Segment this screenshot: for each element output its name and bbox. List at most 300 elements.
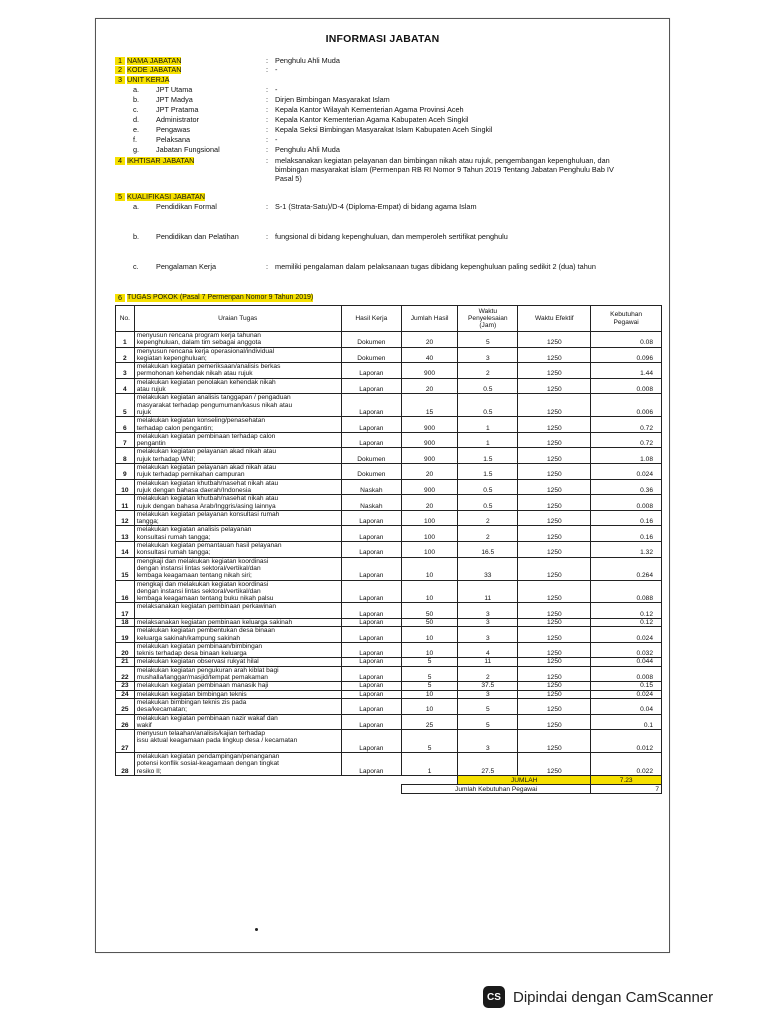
row-efektif: 1250 xyxy=(518,495,591,511)
row-task: melakukan kegiatan observasi rukyat hilal xyxy=(134,658,341,666)
row-number: 2 xyxy=(116,347,135,363)
table-row xyxy=(116,495,662,511)
row-efektif: 1250 xyxy=(518,464,591,480)
row-hasil: Laporan xyxy=(341,378,401,394)
row-number: 23 xyxy=(116,682,135,690)
row-task: melakukan kegiatan pembinaan/bimbingan teknis terhadap desa binaan keluarga xyxy=(134,642,341,658)
unit-label: Pelaksana xyxy=(156,135,191,144)
row-waktu: 3 xyxy=(458,627,518,643)
row-hasil: Laporan xyxy=(341,394,401,417)
row-jumlah: 10 xyxy=(401,690,457,698)
ikhtisar-label: IKHTISAR JABATAN xyxy=(127,156,195,165)
row-hasil: Naskah xyxy=(341,479,401,495)
row-hasil: Laporan xyxy=(341,603,401,619)
row-number: 21 xyxy=(116,658,135,666)
row-jumlah: 5 xyxy=(401,658,457,666)
row-waktu: 0.5 xyxy=(458,378,518,394)
unit-value: - xyxy=(275,85,278,94)
row-jumlah: 10 xyxy=(401,642,457,658)
unit-label: JPT Utama xyxy=(156,85,193,94)
row-task: melakukan kegiatan konseling/penasehatan terhadap calon pengantin; xyxy=(134,417,341,433)
table-row xyxy=(116,510,662,526)
row-task: melaksanakan kegiatan pembinaan perkawinan xyxy=(134,603,341,619)
unit-letter: e. xyxy=(133,125,140,134)
colon: : xyxy=(266,95,269,104)
table-row xyxy=(116,542,662,558)
col-header-uraian: Uraian Tugas xyxy=(134,306,341,332)
row-hasil: Dokumen xyxy=(341,448,401,464)
row-waktu: 1 xyxy=(458,417,518,433)
row-efektif: 1250 xyxy=(518,580,591,603)
row-efektif: 1250 xyxy=(518,394,591,417)
camscanner-logo-icon: CS xyxy=(483,986,505,1008)
field-label: NAMA JABATAN xyxy=(127,56,182,65)
row-waktu: 5 xyxy=(458,714,518,730)
row-hasil: Laporan xyxy=(341,753,401,776)
row-task: melakukan kegiatan pelayanan akad nikah atau rujuk terhadap pernikahan campuran xyxy=(134,464,341,480)
col-header-hasil: Hasil Kerja xyxy=(341,306,401,332)
row-task: melakukan kegiatan pelayanan konsultasi rumah tangga; xyxy=(134,510,341,526)
unit-value: Penghulu Ahli Muda xyxy=(275,145,340,154)
row-hasil: Dokumen xyxy=(341,347,401,363)
ikhtisar-line: Pasal 5) xyxy=(275,174,302,183)
row-jumlah: 20 xyxy=(401,495,457,511)
colon: : xyxy=(266,145,269,154)
row-kebutuhan: 0.096 xyxy=(591,347,662,363)
row-jumlah: 900 xyxy=(401,417,457,433)
row-efektif: 1250 xyxy=(518,510,591,526)
row-number: 3 xyxy=(116,363,135,379)
camscanner-text: Dipindai dengan CamScanner xyxy=(513,988,714,1006)
row-waktu: 5 xyxy=(458,332,518,348)
row-kebutuhan: 0.04 xyxy=(591,698,662,714)
table-row xyxy=(116,378,662,394)
row-number: 20 xyxy=(116,642,135,658)
row-jumlah: 10 xyxy=(401,557,457,580)
row-task: melakukan kegiatan pembinaan nazir wakaf dan wakif xyxy=(134,714,341,730)
row-jumlah: 100 xyxy=(401,542,457,558)
row-number: 26 xyxy=(116,714,135,730)
row-number: 14 xyxy=(116,542,135,558)
row-jumlah: 15 xyxy=(401,394,457,417)
colon: : xyxy=(266,65,269,74)
row-kebutuhan: 0.72 xyxy=(591,432,662,448)
table-row xyxy=(116,714,662,730)
row-jumlah: 20 xyxy=(401,464,457,480)
unit-value: Kepala Kantor Wilayah Kementerian Agama Provinsi Aceh xyxy=(275,105,464,114)
row-task: menyusun rencana kerja operasional/individual kegiatan kepenghuluan; xyxy=(134,347,341,363)
row-efektif: 1250 xyxy=(518,432,591,448)
colon: : xyxy=(266,232,269,241)
col-header-jumlah: Jumlah Hasil xyxy=(401,306,457,332)
row-waktu: 1 xyxy=(458,432,518,448)
row-number: 9 xyxy=(116,464,135,480)
colon: : xyxy=(266,125,269,134)
colon: : xyxy=(266,85,269,94)
row-kebutuhan: 0.006 xyxy=(591,394,662,417)
row-efektif: 1250 xyxy=(518,682,591,690)
row-jumlah: 900 xyxy=(401,448,457,464)
table-row xyxy=(116,526,662,542)
field-label: KODE JABATAN xyxy=(127,65,182,74)
kualifikasi-letter: b. xyxy=(133,232,140,241)
row-efektif: 1250 xyxy=(518,714,591,730)
table-row xyxy=(116,627,662,643)
row-waktu: 0.5 xyxy=(458,479,518,495)
row-waktu: 3 xyxy=(458,730,518,753)
row-efektif: 1250 xyxy=(518,666,591,682)
row-task: melakukan kegiatan pendampingan/penanganan potensi konflik sosial-keagamaan dengan tingkat resiko II; xyxy=(134,753,341,776)
row-number: 24 xyxy=(116,690,135,698)
colon: : xyxy=(266,156,269,165)
row-task: melakukan kegiatan pelayanan akad nikah atau rujuk terhadap WNI; xyxy=(134,448,341,464)
row-waktu: 1.5 xyxy=(458,448,518,464)
row-hasil: Naskah xyxy=(341,495,401,511)
unit-letter: d. xyxy=(133,115,140,124)
total-value: 7.23 xyxy=(591,775,662,784)
row-waktu: 2 xyxy=(458,363,518,379)
kualifikasi-item-label: Pengalaman Kerja xyxy=(156,262,217,271)
row-jumlah: 10 xyxy=(401,698,457,714)
row-number: 8 xyxy=(116,448,135,464)
row-task: melakukan kegiatan analisis pelayanan konsultasi rumah tangga; xyxy=(134,526,341,542)
row-efektif: 1250 xyxy=(518,730,591,753)
row-number: 1 xyxy=(116,332,135,348)
row-task: melakukan kegiatan pengukuran arah kiblat bagi mushalla/langgar/masjid/tempat pemakaman xyxy=(134,666,341,682)
row-number: 6 xyxy=(116,417,135,433)
row-hasil: Laporan xyxy=(341,682,401,690)
kualifikasi-value: memiliki pengalaman dalam pelaksanaan tugas dibidang kepenghuluan paling sedikit 2 (dua) tahun xyxy=(275,262,596,271)
row-waktu: 0.5 xyxy=(458,495,518,511)
row-task: melakukan kegiatan pembinaan terhadap calon pengantin xyxy=(134,432,341,448)
row-hasil: Laporan xyxy=(341,730,401,753)
kebutuhan-value: 7 xyxy=(591,784,662,793)
row-kebutuhan: 0.024 xyxy=(591,627,662,643)
table-row xyxy=(116,618,662,626)
kebutuhan-label: Jumlah Kebutuhan Pegawai xyxy=(401,784,590,793)
row-jumlah: 25 xyxy=(401,714,457,730)
row-efektif: 1250 xyxy=(518,698,591,714)
row-kebutuhan: 0.16 xyxy=(591,510,662,526)
row-waktu: 3 xyxy=(458,690,518,698)
colon: : xyxy=(266,105,269,114)
kualifikasi-item-label: Pendidikan Formal xyxy=(156,202,217,211)
row-task: menyusun rencana program kerja tahunan kepenghuluan, dalam tim sebagai anggota xyxy=(134,332,341,348)
row-kebutuhan: 0.008 xyxy=(591,495,662,511)
unit-value: Kepala Kantor Kementerian Agama Kabupaten Aceh Singkil xyxy=(275,115,469,124)
row-kebutuhan: 1.08 xyxy=(591,448,662,464)
table-row xyxy=(116,432,662,448)
unit-label: JPT Pratama xyxy=(156,105,199,114)
row-jumlah: 1 xyxy=(401,753,457,776)
row-efektif: 1250 xyxy=(518,542,591,558)
unit-value: Dirjen Bimbingan Masyarakat Islam xyxy=(275,95,390,104)
row-kebutuhan: 0.15 xyxy=(591,682,662,690)
unit-letter: f. xyxy=(133,135,138,144)
row-number: 18 xyxy=(116,618,135,626)
row-efektif: 1250 xyxy=(518,332,591,348)
row-hasil: Laporan xyxy=(341,542,401,558)
table-row xyxy=(116,603,662,619)
field-number: 5 xyxy=(115,193,125,201)
row-kebutuhan: 0.008 xyxy=(591,666,662,682)
row-number: 17 xyxy=(116,603,135,619)
row-waktu: 2 xyxy=(458,510,518,526)
row-hasil: Laporan xyxy=(341,714,401,730)
row-task: melakukan kegiatan pembinaan manasik haji xyxy=(134,682,341,690)
row-hasil: Laporan xyxy=(341,658,401,666)
row-waktu: 2 xyxy=(458,666,518,682)
row-waktu: 11 xyxy=(458,658,518,666)
total-label: JUMLAH xyxy=(458,775,591,784)
row-jumlah: 5 xyxy=(401,730,457,753)
unit-label: Pengawas xyxy=(156,125,191,134)
unit-label: Administrator xyxy=(156,115,199,124)
unit-letter: a. xyxy=(133,85,140,94)
row-waktu: 5 xyxy=(458,698,518,714)
row-hasil: Laporan xyxy=(341,557,401,580)
row-number: 11 xyxy=(116,495,135,511)
field-number: 4 xyxy=(115,157,125,165)
row-hasil: Laporan xyxy=(341,698,401,714)
row-efektif: 1250 xyxy=(518,753,591,776)
row-kebutuhan: 0.264 xyxy=(591,557,662,580)
unit-letter: b. xyxy=(133,95,140,104)
row-kebutuhan: 0.16 xyxy=(591,526,662,542)
row-task: melakukan kegiatan pembentukan desa binaan keluarga sakinah/kampung sakinah xyxy=(134,627,341,643)
row-number: 27 xyxy=(116,730,135,753)
row-number: 5 xyxy=(116,394,135,417)
row-waktu: 33 xyxy=(458,557,518,580)
row-task: melakukan kegiatan khutbah/nasehat nikah atau rujuk dengan bahasa daerah/Indonesia xyxy=(134,479,341,495)
row-kebutuhan: 0.024 xyxy=(591,464,662,480)
row-kebutuhan: 1.32 xyxy=(591,542,662,558)
row-efektif: 1250 xyxy=(518,347,591,363)
row-waktu: 1.5 xyxy=(458,464,518,480)
row-jumlah: 100 xyxy=(401,526,457,542)
unit-value: - xyxy=(275,135,278,144)
row-number: 16 xyxy=(116,580,135,603)
row-jumlah: 900 xyxy=(401,363,457,379)
unit-letter: c. xyxy=(133,105,139,114)
row-hasil: Dokumen xyxy=(341,332,401,348)
kualifikasi-label: KUALIFIKASI JABATAN xyxy=(127,192,205,201)
section-label-tugas-pokok: TUGAS POKOK (Pasal 7 Permenpan Nomor 9 Tahun 2019) xyxy=(127,294,314,301)
row-waktu: 37.5 xyxy=(458,682,518,690)
row-task: melakukan bimbingan teknis zis pada desa/kecamatan; xyxy=(134,698,341,714)
row-efektif: 1250 xyxy=(518,526,591,542)
colon: : xyxy=(266,115,269,124)
row-efektif: 1250 xyxy=(518,378,591,394)
row-jumlah: 5 xyxy=(401,682,457,690)
row-number: 7 xyxy=(116,432,135,448)
table-row xyxy=(116,642,662,658)
col-header-kebutuhan: Kebutuhan Pegawai xyxy=(591,306,662,332)
section-number: 6 xyxy=(115,294,125,302)
table-row xyxy=(116,753,662,776)
unit-label: JPT Madya xyxy=(156,95,193,104)
row-waktu: 11 xyxy=(458,580,518,603)
field-label: UNIT KERJA xyxy=(127,75,170,84)
ikhtisar-line: bimbingan masyarakat islam (Permenpan RB RI Nomor 9 Tahun 2019 Tentang Jabatan Penghulu Bab IV xyxy=(275,165,614,174)
row-efektif: 1250 xyxy=(518,627,591,643)
row-hasil: Laporan xyxy=(341,526,401,542)
row-waktu: 3 xyxy=(458,347,518,363)
row-waktu: 4 xyxy=(458,642,518,658)
row-efektif: 1250 xyxy=(518,417,591,433)
row-kebutuhan: 0.1 xyxy=(591,714,662,730)
row-task: melakukan kegiatan analisis tanggapan / pengaduan masyarakat terhadap pengumuman/kasus nikah atau rujuk xyxy=(134,394,341,417)
speck-mark xyxy=(255,928,258,931)
row-hasil: Laporan xyxy=(341,363,401,379)
row-jumlah: 900 xyxy=(401,479,457,495)
row-task: mengkaji dan melakukan kegiatan koordinasi dengan instansi lintas sektoral/vertikal/dan lembaga keagamaan tentang buku nikah palsu xyxy=(134,580,341,603)
table-row xyxy=(116,682,662,690)
document-page xyxy=(95,18,670,953)
row-task: melaksanakan kegiatan pembinaan keluarga sakinah xyxy=(134,618,341,626)
unit-value: Kepala Seksi Bimbingan Masyarakat Islam Kabupaten Aceh Singkil xyxy=(275,125,493,134)
row-efektif: 1250 xyxy=(518,618,591,626)
row-hasil: Laporan xyxy=(341,666,401,682)
col-header-no: No. xyxy=(116,306,135,332)
row-kebutuhan: 0.088 xyxy=(591,580,662,603)
row-task: menyusun telaahan/analisis/kajian terhadap issu aktual keagamaan pada lingkup desa / kecamatan xyxy=(134,730,341,753)
table-row xyxy=(116,557,662,580)
kualifikasi-letter: c. xyxy=(133,262,139,271)
row-waktu: 3 xyxy=(458,618,518,626)
field-number: 3 xyxy=(115,76,125,84)
row-efektif: 1250 xyxy=(518,557,591,580)
row-efektif: 1250 xyxy=(518,690,591,698)
row-number: 28 xyxy=(116,753,135,776)
field-value: - xyxy=(275,65,278,74)
table-row xyxy=(116,394,662,417)
row-hasil: Laporan xyxy=(341,627,401,643)
camscanner-watermark xyxy=(483,985,713,1009)
row-number: 19 xyxy=(116,627,135,643)
row-hasil: Laporan xyxy=(341,580,401,603)
row-jumlah: 100 xyxy=(401,510,457,526)
colon: : xyxy=(266,262,269,271)
row-hasil: Laporan xyxy=(341,618,401,626)
row-task: mengkaji dan melakukan kegiatan koordinasi dengan instansi lintas sektoral/vertikal/dan lembaga keagamaan tentang nikah siri; xyxy=(134,557,341,580)
row-number: 13 xyxy=(116,526,135,542)
kualifikasi-letter: a. xyxy=(133,202,140,211)
row-task: melakukan kegiatan bimbingan teknis xyxy=(134,690,341,698)
row-waktu: 16.5 xyxy=(458,542,518,558)
tasks-table xyxy=(115,305,662,794)
row-task: melakukan kegiatan penolakan kehendak nikah atau rujuk xyxy=(134,378,341,394)
row-kebutuhan: 0.022 xyxy=(591,753,662,776)
table-row xyxy=(116,690,662,698)
row-jumlah: 40 xyxy=(401,347,457,363)
table-row xyxy=(116,417,662,433)
field-number: 2 xyxy=(115,66,125,74)
row-kebutuhan: 0.08 xyxy=(591,332,662,348)
row-task: melakukan kegiatan khutbah/nasehat nikah atau rujuk dengan bahasa Arab/Inggris/asing lainnya xyxy=(134,495,341,511)
row-jumlah: 50 xyxy=(401,603,457,619)
row-kebutuhan: 0.12 xyxy=(591,603,662,619)
row-jumlah: 5 xyxy=(401,666,457,682)
row-number: 25 xyxy=(116,698,135,714)
row-jumlah: 20 xyxy=(401,378,457,394)
ikhtisar-line: melaksanakan kegiatan pelayanan dan bimbingan nikah atau rujuk, pengembangan kepenghuluan, dan xyxy=(275,156,610,165)
row-kebutuhan: 0.012 xyxy=(591,730,662,753)
row-number: 10 xyxy=(116,479,135,495)
row-number: 4 xyxy=(116,378,135,394)
row-hasil: Laporan xyxy=(341,642,401,658)
row-kebutuhan: 0.044 xyxy=(591,658,662,666)
row-kebutuhan: 0.36 xyxy=(591,479,662,495)
row-kebutuhan: 0.008 xyxy=(591,378,662,394)
table-row xyxy=(116,580,662,603)
table-row xyxy=(116,698,662,714)
row-waktu: 27.5 xyxy=(458,753,518,776)
row-kebutuhan: 0.024 xyxy=(591,690,662,698)
page-title: INFORMASI JABATAN xyxy=(325,33,440,45)
col-header-waktu: Waktu Penyelesaian (Jam) xyxy=(458,306,518,332)
field-number: 1 xyxy=(115,57,125,65)
row-waktu: 3 xyxy=(458,603,518,619)
kualifikasi-value: S-1 (Strata-Satu)/D-4 (Diploma-Empat) di bidang agama Islam xyxy=(275,202,477,211)
table-row xyxy=(116,464,662,480)
row-number: 15 xyxy=(116,557,135,580)
table-row xyxy=(116,658,662,666)
row-number: 22 xyxy=(116,666,135,682)
row-task: melakukan kegiatan pemantauan hasil pelayanan konsultasi rumah tangga; xyxy=(134,542,341,558)
row-jumlah: 20 xyxy=(401,332,457,348)
row-waktu: 2 xyxy=(458,526,518,542)
colon: : xyxy=(266,56,269,65)
row-waktu: 0.5 xyxy=(458,394,518,417)
row-efektif: 1250 xyxy=(518,658,591,666)
row-kebutuhan: 0.72 xyxy=(591,417,662,433)
unit-letter: g. xyxy=(133,145,140,154)
table-row xyxy=(116,332,662,348)
table-row xyxy=(116,363,662,379)
row-hasil: Dokumen xyxy=(341,464,401,480)
table-row xyxy=(116,479,662,495)
row-efektif: 1250 xyxy=(518,603,591,619)
row-jumlah: 50 xyxy=(401,618,457,626)
row-hasil: Laporan xyxy=(341,690,401,698)
unit-label: Jabatan Fungsional xyxy=(156,145,220,154)
row-number: 12 xyxy=(116,510,135,526)
row-jumlah: 10 xyxy=(401,627,457,643)
row-kebutuhan: 0.032 xyxy=(591,642,662,658)
row-jumlah: 10 xyxy=(401,580,457,603)
kualifikasi-value: fungsional di bidang kepenghuluan, dan memperoleh sertifikat penghulu xyxy=(275,232,508,241)
row-efektif: 1250 xyxy=(518,448,591,464)
table-row xyxy=(116,730,662,753)
row-hasil: Laporan xyxy=(341,510,401,526)
row-efektif: 1250 xyxy=(518,479,591,495)
row-hasil: Laporan xyxy=(341,417,401,433)
colon: : xyxy=(266,135,269,144)
row-hasil: Laporan xyxy=(341,432,401,448)
col-header-efektif: Waktu Efektif xyxy=(518,306,591,332)
row-efektif: 1250 xyxy=(518,642,591,658)
kualifikasi-item-label: Pendidikan dan Pelatihan xyxy=(156,232,239,241)
row-jumlah: 900 xyxy=(401,432,457,448)
colon: : xyxy=(266,202,269,211)
row-efektif: 1250 xyxy=(518,363,591,379)
field-value: Penghulu Ahli Muda xyxy=(275,56,340,65)
row-task: melakukan kegiatan pemeriksaan/analisis berkas permohonan kehendak nikah atau rujuk xyxy=(134,363,341,379)
table-row xyxy=(116,448,662,464)
table-row xyxy=(116,666,662,682)
row-kebutuhan: 1.44 xyxy=(591,363,662,379)
